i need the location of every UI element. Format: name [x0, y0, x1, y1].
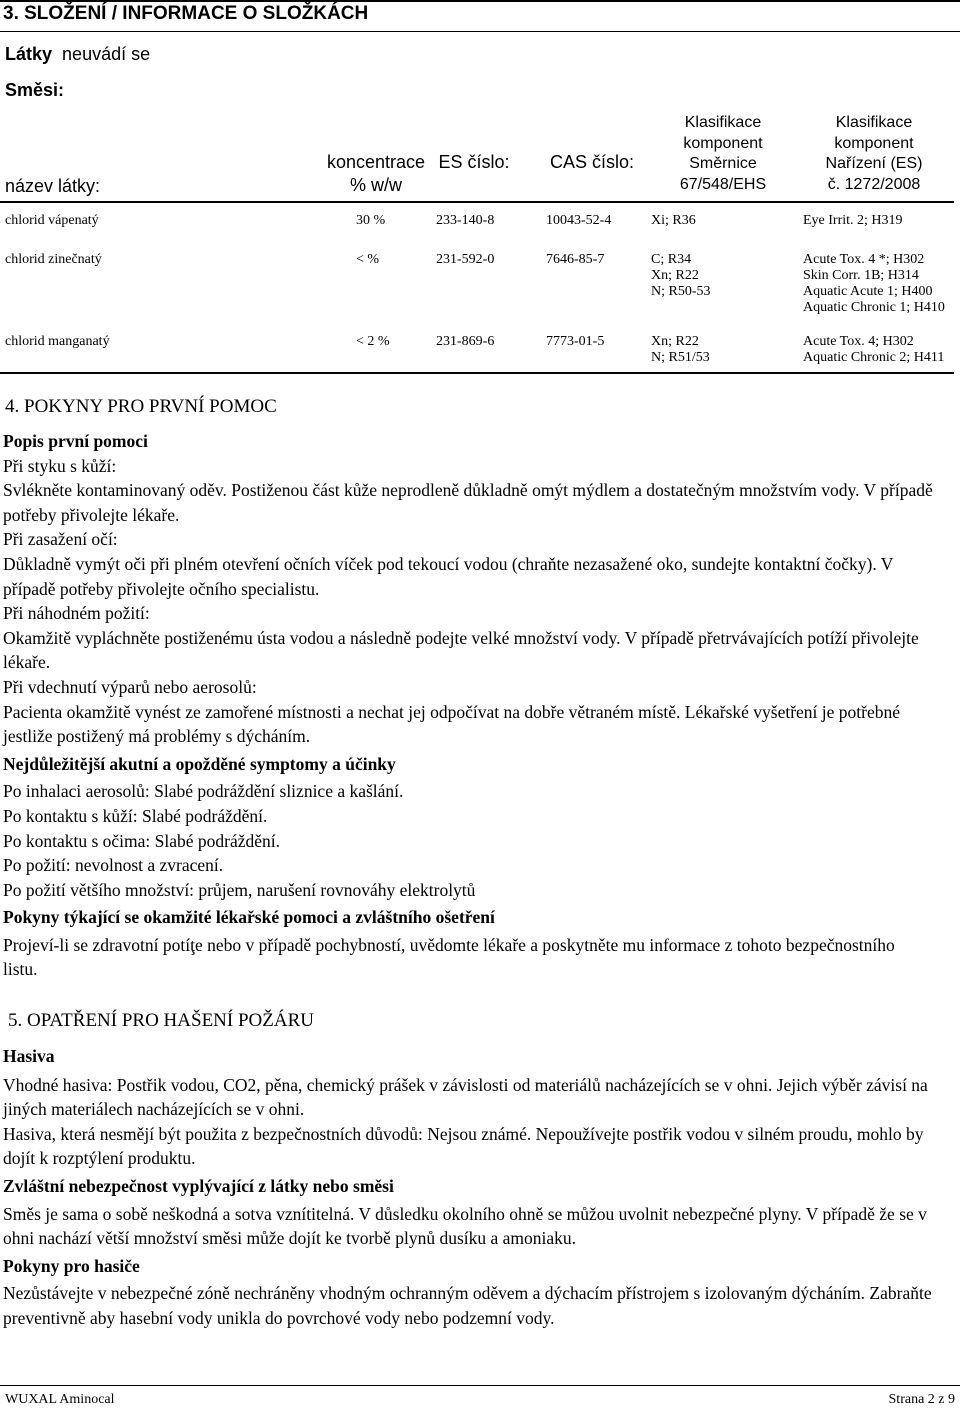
smesi-label: Směsi: [5, 80, 65, 100]
row-name: chlorid zinečnatý [5, 252, 102, 267]
row-name: chlorid manganatý [5, 334, 110, 349]
footer-page-number: Strana 2 z 9 [888, 1392, 955, 1407]
row-klas67: C; R34 Xn; R22 N; R50-53 [651, 252, 711, 299]
symptoms-heading: Nejdůležitější akutní a opožděné symptomy a účinky [3, 753, 396, 774]
row-cas: 7646-85-7 [546, 252, 605, 267]
ingest-text: Okamžitě vypláchněte postiženému ústa vodou a následně podejte velké množství vody. V případě přetrvávajících potíží přivolejte lékaře. [3, 627, 919, 673]
skin-text: Svlékněte kontaminovaný oděv. Postiženou část kůže neprodleně důkladně omýt mýdlem a dostatečným množstvím vody. V případě potřeby přivolejte lékaře. [3, 480, 933, 525]
list-item: Po požití: nevolnost a zvracení. [3, 855, 224, 876]
row-cas: 7773-01-5 [546, 334, 605, 349]
row-cas: 10043-52-4 [546, 213, 612, 228]
row-klas1272: Acute Tox. 4 *; H302 Skin Corr. 1B; H314 Aquatic Acute 1; H400 Aquatic Chronic 1; H410 [803, 252, 945, 315]
hasiva-text-1: Vhodné hasiva: Postřik vodou, CO2, pěna, chemický prášek v závislosti od materiálů nacházejících se v ohni. Jejich výběr závisí na jiných materiálech nacházejících se v ohni. [3, 1074, 928, 1120]
list-item: Po kontaktu s kůží: Slabé podráždění. [3, 805, 268, 826]
row-es: 233-140-8 [436, 213, 495, 228]
medical-text: Projeví-li se zdravotní potíţe nebo v případě pochybností, uvědomte lékaře a poskytněte mu informace z tohoto bezpečnostního listu. [3, 934, 895, 980]
footer-rule [0, 1385, 960, 1386]
header-es: ES číslo: [438, 152, 510, 172]
row-klas1272: Eye Irrit. 2; H319 [803, 213, 903, 228]
header-concentration: koncentrace % w/w [326, 152, 426, 195]
header-cas: CAS číslo: [549, 152, 635, 172]
eyes-label: Při zasažení očí: [3, 529, 118, 550]
list-item: Po inhalaci aerosolů: Slabé podráždění sliznice a kašlání. [3, 781, 404, 802]
row-concentration: < 2 % [356, 334, 390, 349]
section-5-title: 5. OPATŘENÍ PRO HAŠENÍ POŽÁRU [8, 1010, 314, 1031]
inhal-label: Při vdechnutí výparů nebo aerosolů: [3, 676, 257, 697]
table-row [0, 213, 954, 233]
hasiva-text-2: Hasiva, která nesmějí být použita z bezpečnostních důvodů: Nejsou známé. Nepoužívejte postřik vodou v silném proudu, mohlo by dojít k rozptýlení produktu. [3, 1123, 924, 1169]
latky-label: Látky [5, 44, 53, 64]
row-klas67: Xi; R36 [651, 213, 696, 228]
table-row [0, 252, 954, 316]
list-item: Po požití většího množství: průjem, narušení rovnováhy elektrolytů [3, 879, 476, 900]
inhal-text: Pacienta okamžitě vynést ze zamořené místnosti a nechat jej odpočívat na dobře větraném místě. Lékařské vyšetření je potřebné jestliže postižený má problémy s dýcháním. [3, 701, 901, 747]
header-name: název látky: [5, 176, 101, 196]
row-concentration: < % [356, 252, 380, 267]
latky-row [5, 44, 150, 65]
row-concentration: 30 % [356, 213, 386, 228]
row-klas67: Xn; R22 N; R51/53 [651, 334, 710, 365]
section-4-title: 4. POKYNY PRO PRVNÍ POMOC [5, 396, 277, 417]
section-3-title: 3. SLOŽENÍ / INFORMACE O SLOŽKÁCH [3, 3, 369, 24]
list-item: Po kontaktu s očima: Slabé podráždění. [3, 830, 281, 851]
header-klas-1272: Klasifikace komponent Nařízení (ES) č. 1272/2008 [825, 114, 923, 193]
row-klas1272: Acute Tox. 4; H302 Aquatic Chronic 2; H411 [803, 334, 945, 365]
firefighters-text: Nezůstávejte v nebezpečné zóně nechráněny vhodným ochranným oděvem a dýchacím přístrojem s izolovaným dýcháním. Zabraňte preventivně aby hasební vody unikla do povrchové vody nebo podzemní vody. [3, 1283, 932, 1328]
section-5-body [3, 1044, 933, 1331]
section-3-rule [0, 31, 960, 32]
hasiva-heading: Hasiva [3, 1046, 55, 1066]
header-klas-67-548: Klasifikace komponent Směrnice 67/548/EHS [679, 114, 767, 193]
footer-product: WUXAL Aminocal [5, 1392, 115, 1407]
firefighters-heading: Pokyny pro hasiče [3, 1255, 140, 1276]
row-name: chlorid vápenatý [5, 213, 99, 228]
section-4-body [3, 429, 933, 982]
skin-label: Při styku s kůží: [3, 455, 117, 476]
table-header-rule [0, 201, 954, 203]
popis-heading: Popis první pomoci [3, 431, 148, 451]
row-es: 231-592-0 [436, 252, 495, 267]
hazard-heading: Zvláštní nebezpečnost vyplývající z látky nebo směsi [3, 1175, 394, 1196]
table-row [0, 334, 954, 368]
latky-value: neuvádí se [62, 44, 151, 64]
top-rule [0, 0, 960, 2]
row-es: 231-869-6 [436, 334, 495, 349]
ingest-label: Při náhodném požití: [3, 603, 150, 624]
eyes-text: Důkladně vymýt oči při plném otevření očních víček pod tekoucí vodou (chraňte nezasažené oko, sundejte kontaktní čočky). V případě potřeby přivolejte očního specialistu. [3, 553, 894, 599]
table-bottom-rule [0, 372, 954, 374]
hazard-text: Směs je sama o sobě neškodná a sotva vznítitelná. V důsledku okolního ohně se můžou uvolnit nebezpečné plyny. V případě že se v ohni nachází větší množství směsi může dojít ke tvorbě plynů dusíku a amoniaku. [3, 1203, 927, 1249]
medical-heading: Pokyny týkající se okamžité lékařské pomoci a zvláštního ošetření [3, 907, 495, 928]
